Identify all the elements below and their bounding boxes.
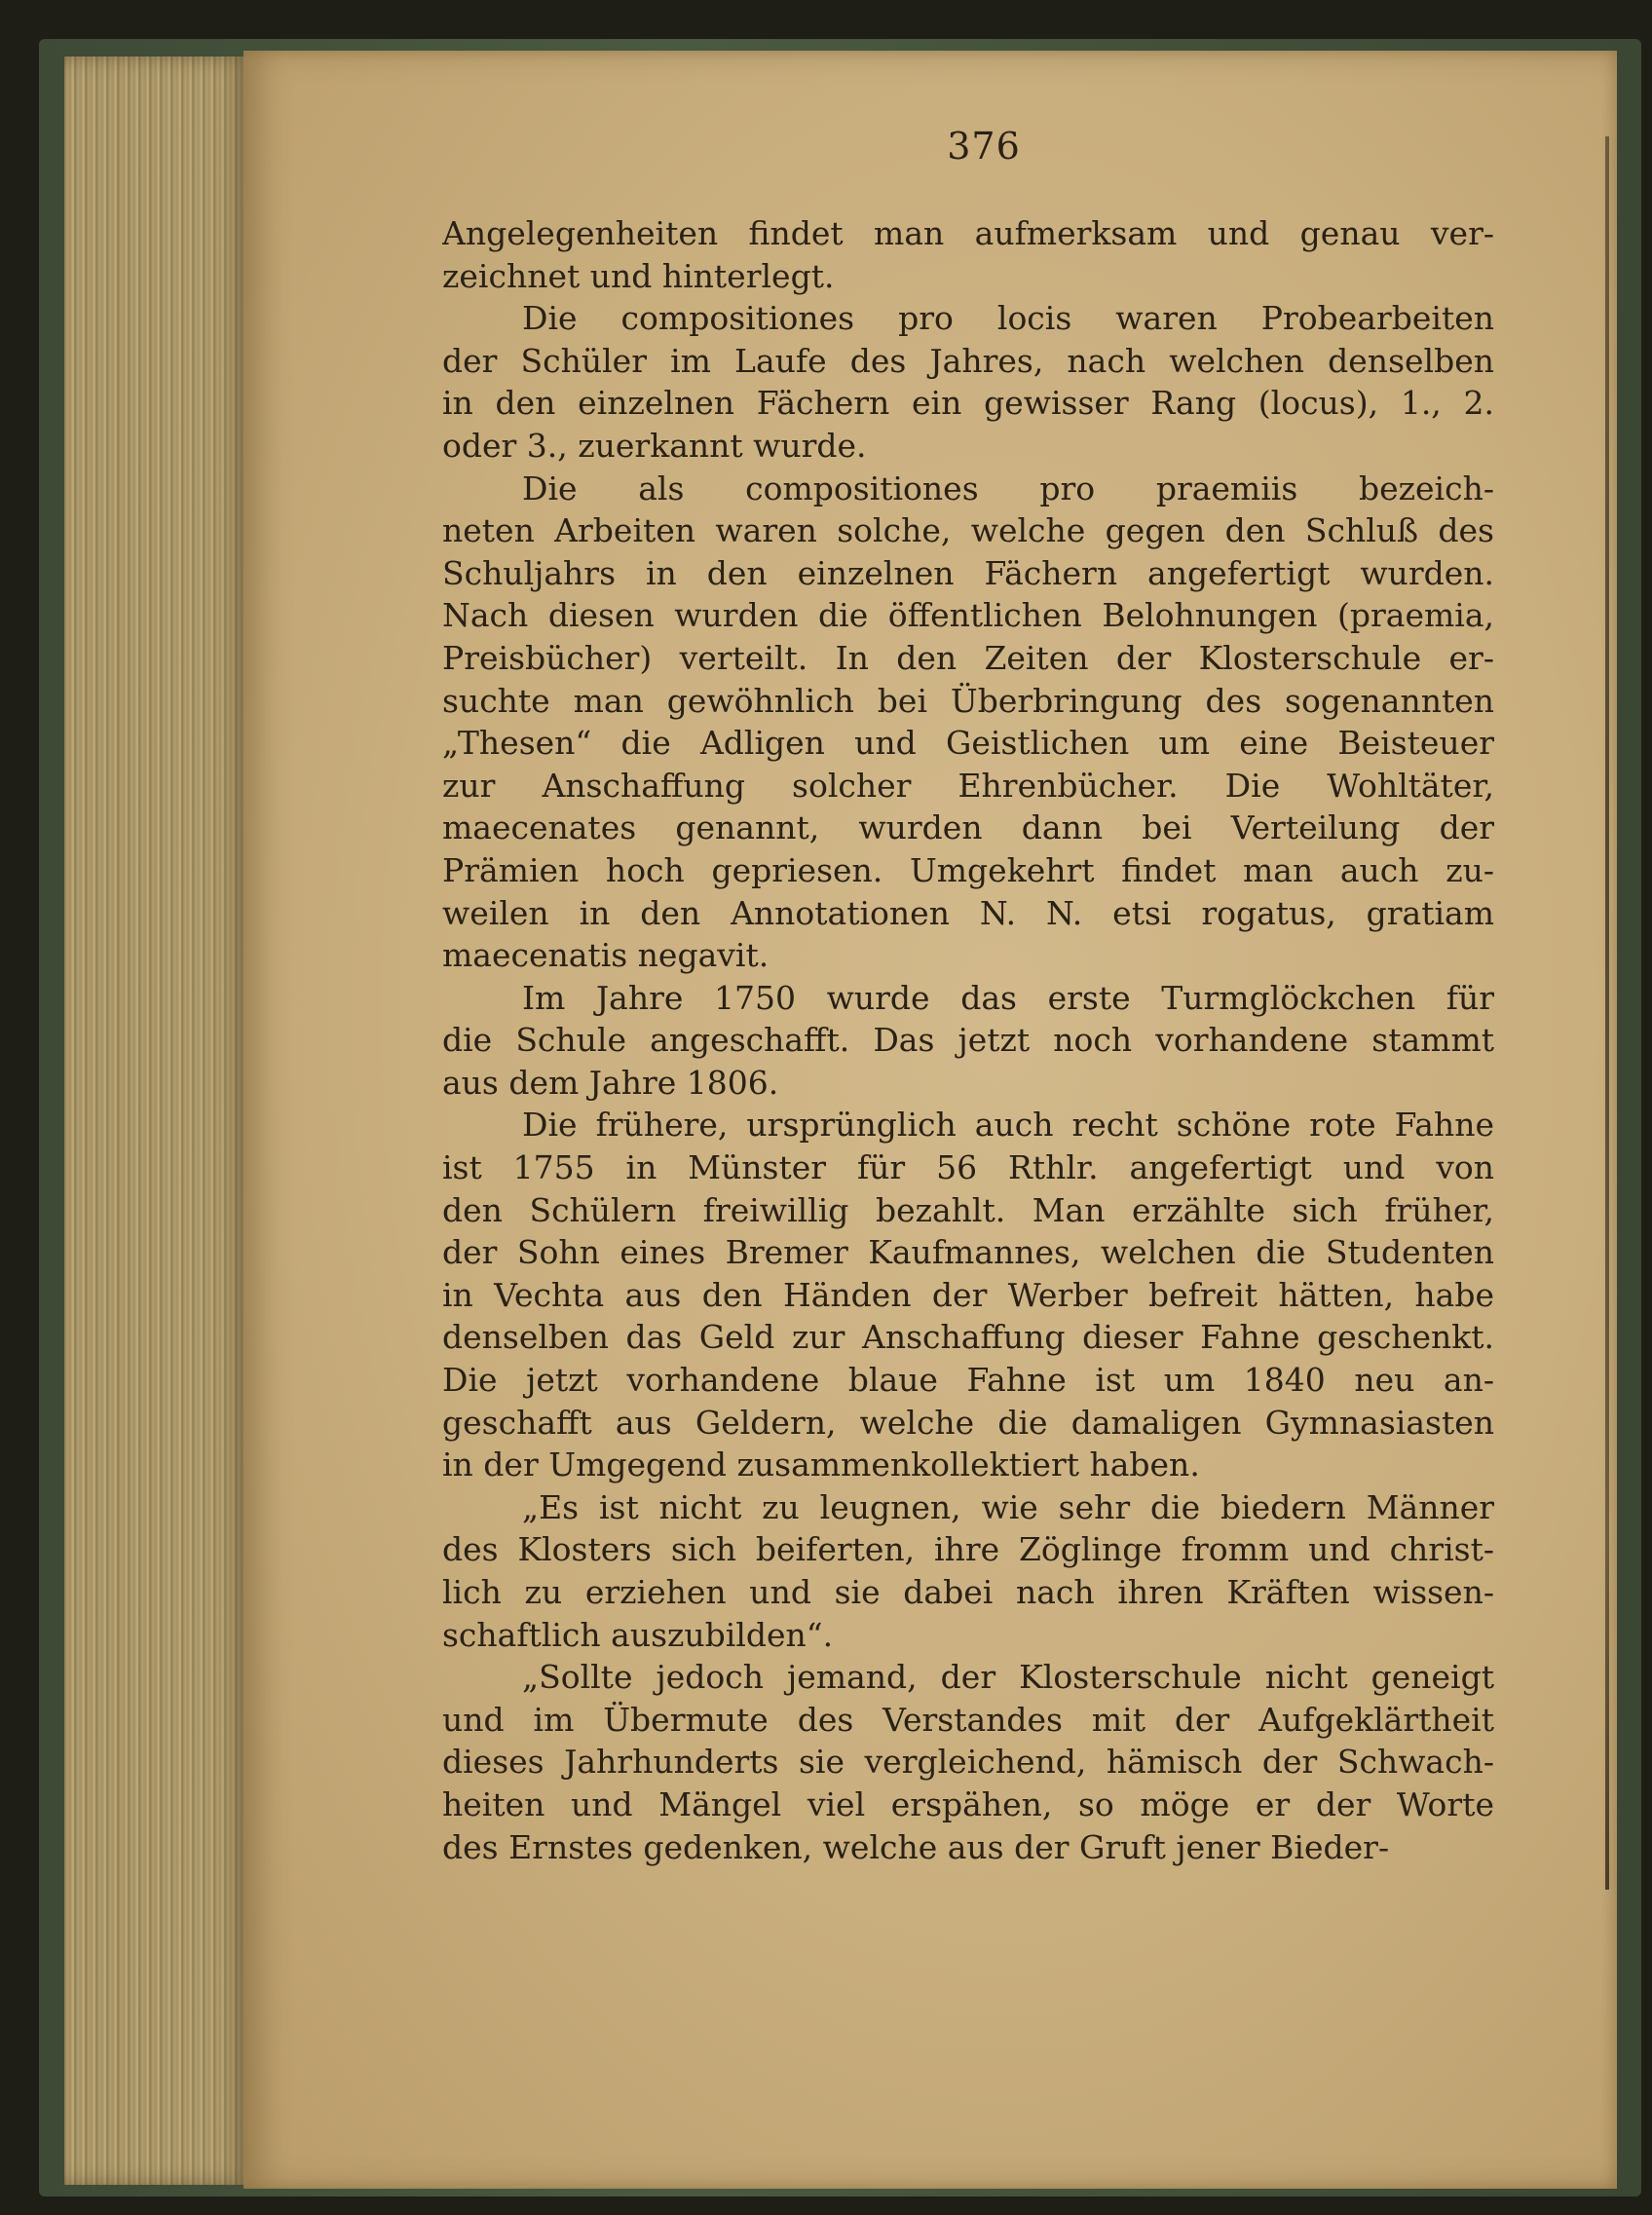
text-line: suchte man gewöhnlich bei Überbringung des sogenannten (442, 681, 1494, 720)
text-line: Angelegenheiten findet man aufmerksam und genau ver- (442, 214, 1494, 252)
text-line: die Schule angeschafft. Das jetzt noch vorhandene stammt (442, 1021, 1494, 1060)
text-line: Die compositiones pro locis waren Probearbeiten (522, 299, 1494, 338)
text-line: des Klosters sich beiferten, ihre Zöglinge fromm und christ- (442, 1530, 1494, 1569)
text-line: Die jetzt vorhandene blaue Fahne ist um 1840 neu an- (442, 1361, 1494, 1400)
page-number: 376 (947, 125, 1021, 168)
text-line: in der Umgegend zusammenkollektiert haben. (442, 1445, 1200, 1484)
text-line: der Schüler im Laufe des Jahres, nach welchen denselben (442, 341, 1494, 380)
text-line: zur Anschaffung solcher Ehrenbücher. Die Wohltäter, (442, 766, 1494, 805)
text-line: Prämien hoch gepriesen. Umgekehrt findet man auch zu- (442, 850, 1494, 889)
text-line: des Ernstes gedenken, welche aus der Gruft jener Bieder- (442, 1827, 1390, 1866)
text-line: schaftlich auszubilden“. (442, 1615, 834, 1654)
page-stack-edges (64, 56, 249, 2185)
text-line: denselben das Geld zur Anschaffung dieser Fahne geschenkt. (442, 1318, 1494, 1357)
text-line: Schuljahrs in den einzelnen Fächern angefertigt wurden. (442, 553, 1494, 592)
text-line: Preisbücher) verteilt. In den Zeiten der Klosterschule er- (442, 638, 1494, 677)
text-line: in Vechta aus den Händen der Werber befreit hätten, habe (442, 1275, 1494, 1314)
text-line: Nach diesen wurden die öffentlichen Belohnungen (praemia, (442, 596, 1494, 635)
text-line: aus dem Jahre 1806. (442, 1063, 779, 1102)
text-line: dieses Jahrhunderts sie vergleichend, hämisch der Schwach- (442, 1743, 1494, 1782)
text-line: weilen in den Annotationen N. N. etsi rogatus, gratiam (442, 893, 1494, 932)
text-line: zeichnet und hinterlegt. (442, 256, 835, 295)
text-line: der Sohn eines Bremer Kaufmannes, welchen die Studenten (442, 1233, 1494, 1272)
text-line: Die als compositiones pro praemiis bezeich- (522, 469, 1494, 507)
text-line: Im Jahre 1750 wurde das erste Turmglöckchen für (522, 978, 1494, 1017)
text-line: maecenates genannt, wurden dann bei Verteilung der (442, 808, 1494, 847)
text-line: „Thesen“ die Adligen und Geistlichen um eine Beisteuer (442, 724, 1494, 763)
text-line: lich zu erziehen und sie dabei nach ihren Kräften wissen- (442, 1573, 1494, 1611)
text-line: geschafft aus Geldern, welche die damaligen Gymnasiasten (442, 1403, 1494, 1442)
text-line: heiten und Mängel viel erspähen, so möge er der Worte (442, 1784, 1494, 1823)
text-line: und im Übermute des Verstandes mit der Aufgeklärtheit (442, 1700, 1494, 1739)
text-line: „Sollte jedoch jemand, der Klosterschule nicht geneigt (522, 1658, 1494, 1697)
text-line: Die frühere, ursprünglich auch recht schöne rote Fahne (522, 1106, 1494, 1145)
text-line: ist 1755 in Münster für 56 Rthlr. angefertigt und von (442, 1148, 1494, 1187)
body-text (442, 212, 1494, 1868)
text-line: in den einzelnen Fächern ein gewisser Rang (locus), 1., 2. (442, 384, 1494, 423)
text-line: neten Arbeiten waren solche, welche gegen den Schluß des (442, 511, 1494, 550)
text-line: den Schülern freiwillig bezahlt. Man erzählte sich früher, (442, 1190, 1494, 1229)
text-line: „Es ist nicht zu leugnen, wie sehr die biedern Männer (522, 1487, 1494, 1526)
binding-thread (1605, 136, 1609, 1890)
text-line: oder 3., zuerkannt wurde. (442, 426, 867, 465)
text-line: maecenatis negavit. (442, 936, 770, 975)
